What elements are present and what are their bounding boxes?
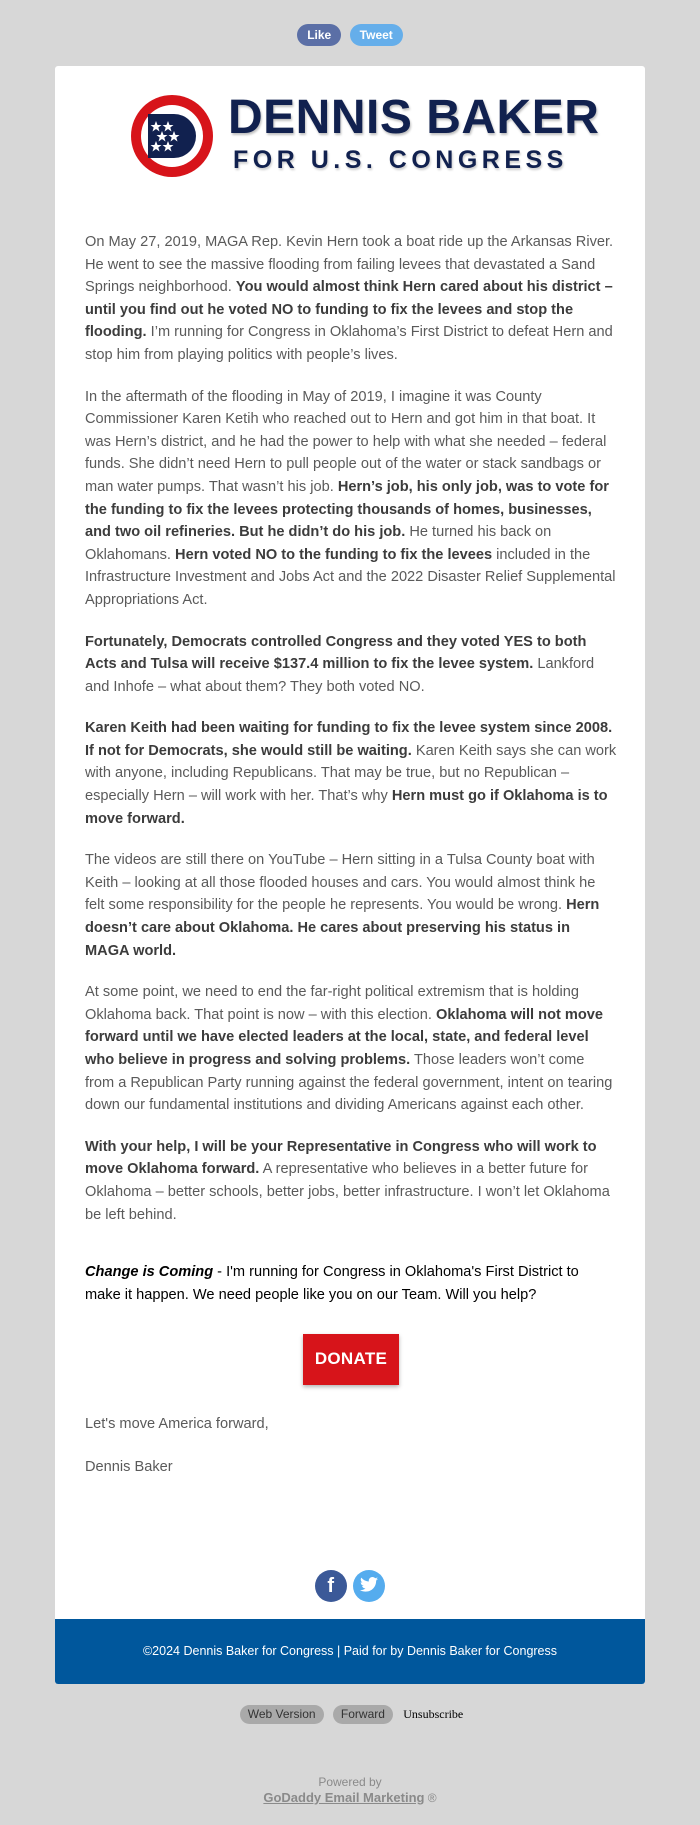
p2-text-c: He turned his back on Oklahomans. [85,524,552,563]
p7-bold-a: With your help, I will be your Representative in Congress who will work to move Oklahoma forward. [85,1138,597,1178]
forward-link[interactable]: Forward [333,1705,393,1724]
p2-text-e: included in the Infrastructure Investment and Jobs Act and the 2022 Disaster Relief Supplemental Appropriations Act. [85,546,616,608]
paragraph-4 [85,717,617,830]
p4-text-b: Karen Keith says she can work with anyone, including Republicans. That may be true, but no Republican – especially Hern – will work with her. That’s why [85,742,617,805]
logo-seal-icon [130,94,220,184]
p2-text-a: In the aftermath of the flooding in May of 2019, I imagine it was County Commissioner Karen Ketih who reached out to Hern and got him in that boat. It was Hern’s district, and he had the power to help with what she needed – federal funds. She didn’t need Hern to pull people out of the water or stack sandbags or man water pumps. That wasn’t his job. [85,388,607,495]
donate-button[interactable]: DONATE [303,1334,399,1385]
campaign-logo [130,90,600,190]
paragraph-5 [85,849,617,962]
tweet-button[interactable]: Tweet [350,24,403,46]
social-share-top [0,24,700,46]
p4-bold-a: Karen Keith had been waiting for funding to fix the levee system since 2008. If not for Democrats, she would still be waiting. [85,720,613,759]
p2-bold-b: Hern’s job, his only job, was to vote for the funding to fix the levees protecting thousands of homes, businesses, and two oil refineries. But he didn’t do his job. [85,478,609,541]
cta-text: - I'm running for Congress in Oklahoma's First District to make it happen. We need people like you on our Team. Will you help? [85,1264,579,1303]
footer-text: ©2024 Dennis Baker for Congress | Paid for by Dennis Baker for Congress [142,1644,558,1658]
paragraph-7 [85,1136,617,1226]
email-card [55,66,645,1684]
paragraph-2 [85,386,617,612]
facebook-icon[interactable]: f [315,1570,347,1602]
p5-bold-b: Hern doesn’t care about Oklahoma. He cares about preserving his status in MAGA world. [85,897,600,959]
donate-container [85,1334,617,1385]
p6-text-a: At some point, we need to end the far-right political extremism that is holding Oklahoma back. That point is now – with this election. [85,984,580,1023]
web-version-link[interactable]: Web Version [240,1705,324,1724]
paragraph-6 [85,981,617,1117]
powered-by-label: Powered by [318,1775,382,1789]
powered-by [0,1774,700,1806]
signature-name: Dennis Baker [85,1458,173,1475]
paragraph-3 [85,631,617,699]
email-utility-links [0,1705,700,1724]
facebook-like-button[interactable]: Like [297,24,341,46]
p6-bold-b: Oklahoma will not move forward until we have elected leaders at the local, state, and federal level who believe in progress and solving problems. [85,1006,604,1068]
p2-bold-d: Hern voted NO to the funding to fix the levees [175,546,493,563]
p1-text-c: I’m running for Congress in Oklahoma’s First District to defeat Hern and stop him from playing politics with people’s lives. [85,324,613,363]
email-body [85,231,617,1497]
call-to-action [85,1261,617,1306]
logo-name: DENNIS BAKER [228,91,600,144]
paragraph-1 [85,231,617,367]
p1-text-a: On May 27, 2019, MAGA Rep. Kevin Hern took a boat ride up the Arkansas River. He went to see the massive flooding from failing levees that devastated a Sand Springs neighborhood. [85,234,614,296]
signoff-line: Let's move America forward, [85,1415,269,1432]
unsubscribe-link[interactable]: Unsubscribe [403,1707,464,1721]
p7-text-b: A representative who believes in a better future for Oklahoma – better schools, better jobs, better infrastructure. I won’t let Oklahoma be left behind. [85,1161,610,1223]
p3-bold-a: Fortunately, Democrats controlled Congress and they voted YES to both Acts and Tulsa will receive $137.4 million to fix the levee system. [85,633,587,673]
p3-text-b: Lankford and Inhofe – what about them? They both voted NO. [85,656,595,695]
registered-mark: ® [424,1791,437,1805]
p6-text-c: Those leaders won’t come from a Republican Party running against the federal government, intent on tearing down our fundamental institutions and dividing Americans against each other. [85,1052,613,1114]
twitter-icon[interactable] [353,1570,385,1602]
godaddy-link[interactable]: GoDaddy Email Marketing [263,1790,425,1805]
logo-tagline: FOR U.S. CONGRESS [233,146,568,174]
cta-emphasis: Change is Coming [85,1264,214,1281]
p1-bold-b: You would almost think Hern cared about his district – until you find out he voted NO to funding to fix the levees and stop the flooding. [85,279,613,341]
p5-text-a: The videos are still there on YouTube – Hern sitting in a Tulsa County boat with Keith – looking at all those flooded houses and cars. You would almost think he felt some responsibility for the people he represents. You would be wrong. [85,852,596,914]
footer-bar [55,1619,645,1684]
p4-bold-c: Hern must go if Oklahoma is to move forward. [85,788,608,827]
social-follow [55,1570,645,1602]
